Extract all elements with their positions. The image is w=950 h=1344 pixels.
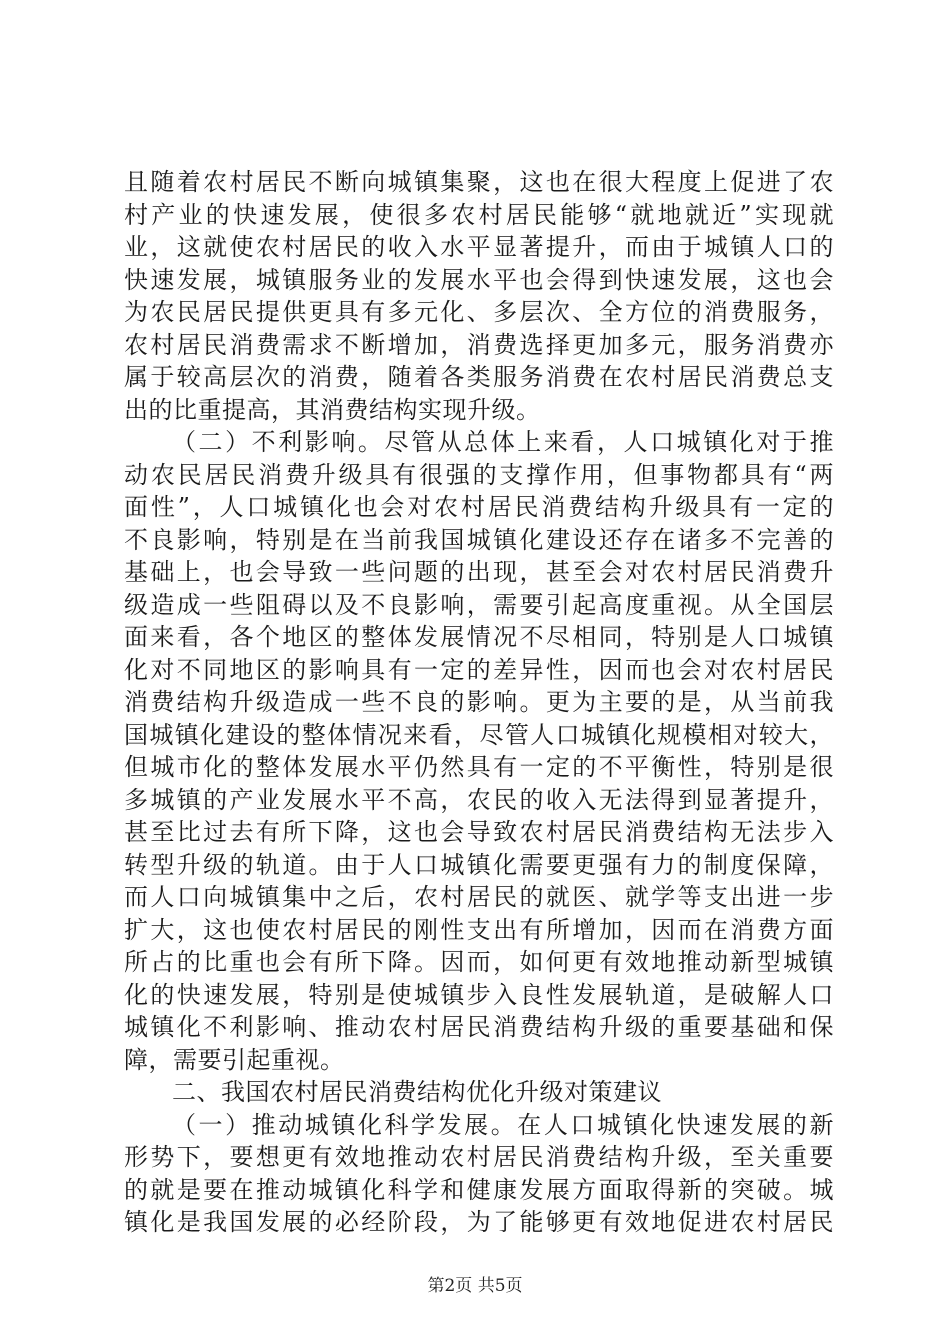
text-line: 但城市化的整体发展水平仍然具有一定的不平衡性，特别是很 xyxy=(124,753,834,781)
text-line: 不良影响，特别是在当前我国城镇化建设还存在诸多不完善的 xyxy=(124,525,834,554)
text-line: 化的快速发展，特别是使城镇步入良性发展轨道，是破解人口 xyxy=(124,980,834,1009)
text-line: 而人口向城镇集中之后，农村居民的就医、就学等支出进一步 xyxy=(124,883,834,911)
text-line: 出的比重提高，其消费结构实现升级。 xyxy=(124,395,541,424)
text-line: 面性”，人口城镇化也会对农村居民消费结构升级具有一定的 xyxy=(124,493,834,521)
text-line: 所占的比重也会有所下降。因而，如何更有效地推动新型城镇 xyxy=(124,948,834,976)
body-text xyxy=(124,166,834,1239)
text-line: 农村居民消费需求不断增加，消费选择更加多元，服务消费亦 xyxy=(124,330,834,359)
text-line: 且随着农村居民不断向城镇集聚，这也在很大程度上促进了农 xyxy=(124,168,834,196)
text-line: 转型升级的轨道。由于人口城镇化需要更强有力的制度保障， xyxy=(124,850,834,879)
text-line: 属于较高层次的消费，随着各类服务消费在农村居民消费总支 xyxy=(124,363,834,391)
text-line: 国城镇化建设的整体情况来看，尽管人口城镇化规模相对较大， xyxy=(124,720,834,749)
text-line: 多城镇的产业发展水平不高，农民的收入无法得到显著提升， xyxy=(124,785,834,814)
text-line: （二）不利影响。尽管从总体上来看，人口城镇化对于推 xyxy=(172,428,834,456)
text-line: 障，需要引起重视。 xyxy=(124,1045,345,1074)
text-line: 为农民居民提供更具有多元化、多层次、全方位的消费服务， xyxy=(124,298,834,326)
text-line: 形势下，要想更有效地推动农村居民消费结构升级，至关重要 xyxy=(124,1143,834,1171)
text-line: 级造成一些阻碍以及不良影响，需要引起高度重视。从全国层 xyxy=(124,590,834,619)
text-line: 甚至比过去有所下降，这也会导致农村居民消费结构无法步入 xyxy=(124,818,834,846)
text-line: 消费结构升级造成一些不良的影响。更为主要的是，从当前我 xyxy=(124,688,834,716)
text-line: 快速发展，城镇服务业的发展水平也会得到快速发展，这也会 xyxy=(124,265,834,294)
text-line: 面来看，各个地区的整体发展情况不尽相同，特别是人口城镇 xyxy=(124,623,834,651)
text-line: 业，这就使农村居民的收入水平显著提升，而由于城镇人口的 xyxy=(124,233,834,261)
text-line: 化对不同地区的影响具有一定的差异性，因而也会对农村居民 xyxy=(124,655,834,684)
text-line: 基础上，也会导致一些问题的出现，甚至会对农村居民消费升 xyxy=(124,558,834,586)
text-line: 扩大，这也使农村居民的刚性支出有所增加，因而在消费方面 xyxy=(124,915,834,944)
page-number-footer: 第2页 共5页 xyxy=(427,1276,523,1296)
text-line: 城镇化不利影响、推动农村居民消费结构升级的重要基础和保 xyxy=(124,1013,834,1041)
text-line: 镇化是我国发展的必经阶段，为了能够更有效地促进农村居民 xyxy=(124,1208,834,1236)
text-line: （一）推动城镇化科学发展。在人口城镇化快速发展的新 xyxy=(172,1110,834,1139)
section-heading: 二、我国农村居民消费结构优化升级对策建议 xyxy=(172,1078,662,1106)
text-line: 村产业的快速发展，使很多农村居民能够“就地就近”实现就 xyxy=(124,200,834,229)
text-line: 动农民居民消费升级具有很强的支撑作用，但事物都具有“两 xyxy=(124,460,834,489)
text-line: 的就是要在推动城镇化科学和健康发展方面取得新的突破。城 xyxy=(124,1175,834,1204)
